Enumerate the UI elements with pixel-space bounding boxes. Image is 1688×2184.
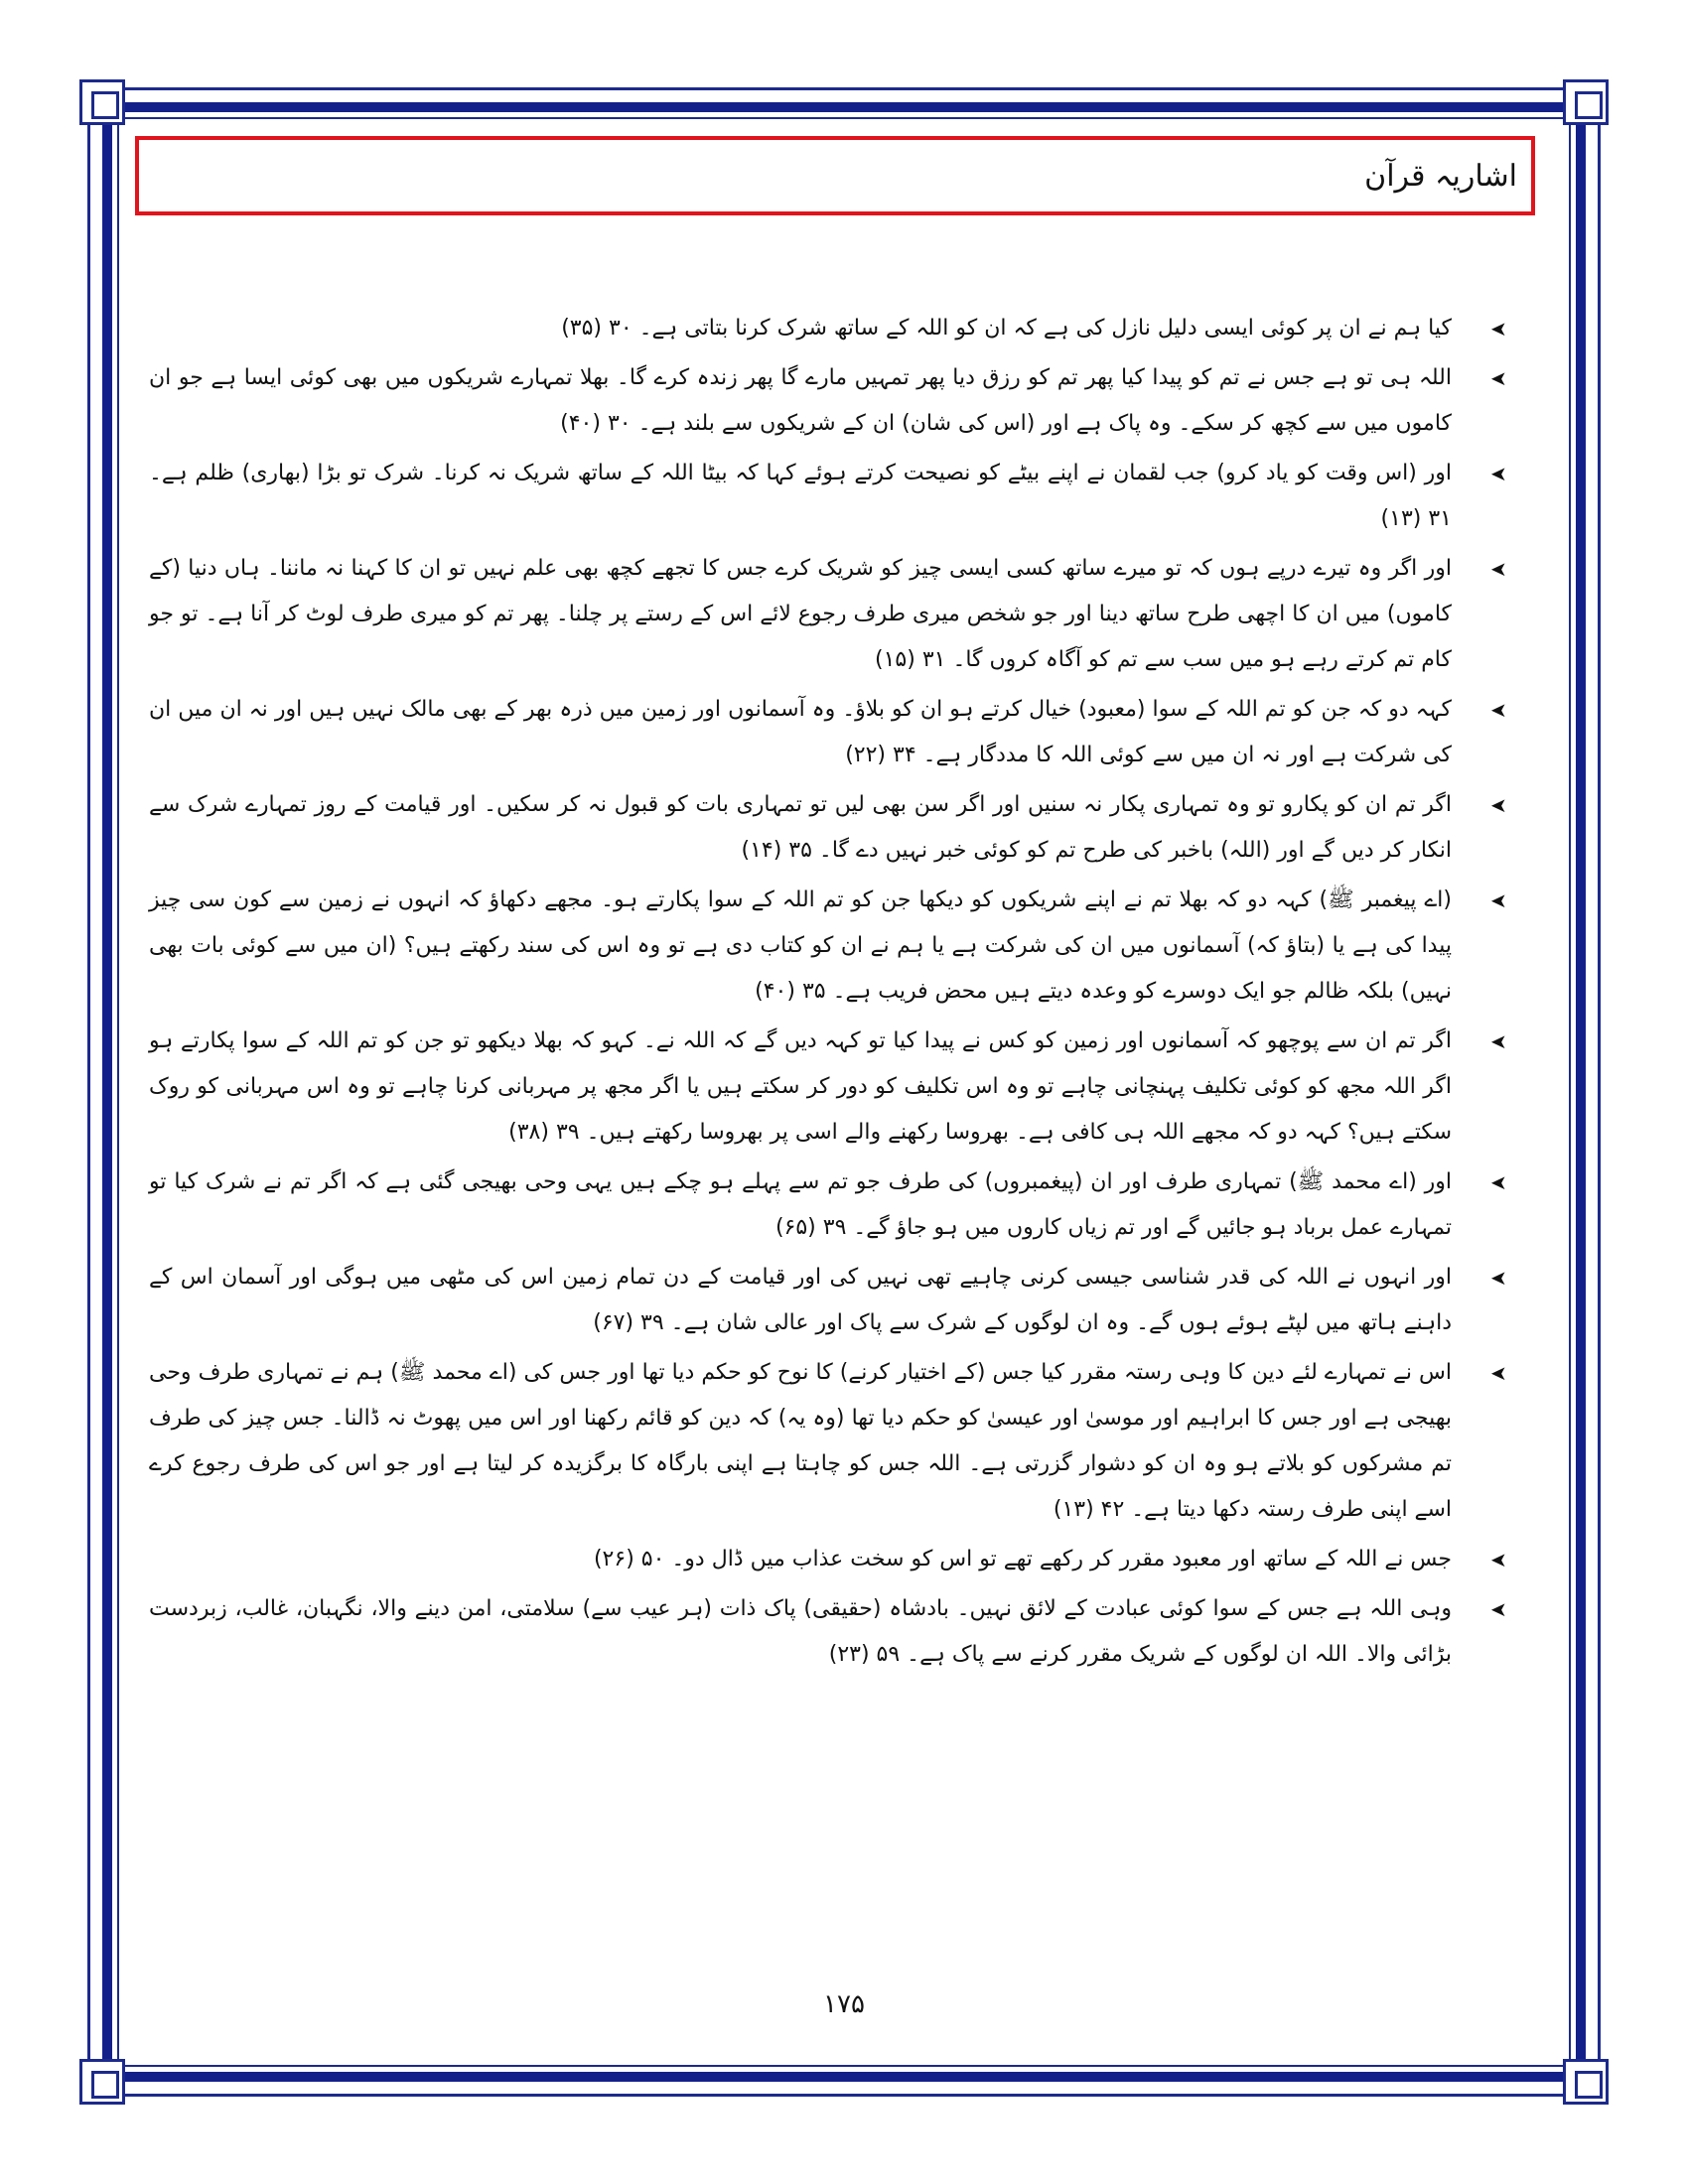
frame-corner-ornament <box>79 2059 125 2105</box>
arrowhead-left-icon: ➤ <box>1490 1029 1507 1053</box>
list-item <box>149 687 1509 778</box>
arrowhead-left-icon: ➤ <box>1490 462 1507 485</box>
arrowhead-left-icon: ➤ <box>1490 1548 1507 1571</box>
list-item <box>149 1586 1509 1678</box>
verse-text: اور انہوں نے اللہ کی قدر شناسی جیسی کرنی چاہیے تھی نہیں کی اور قیامت کے دن تمام زمین اس کی مٹھی میں ہوگی اور آسمان اس کے داہنے ہاتھ میں لپٹے ہوئے ہوں گے۔ وہ ان لوگوں کے شرک سے پاک اور عالی شان ہے۔ ۳۹ (۶۷) <box>149 1265 1452 1335</box>
verse-list <box>149 306 1509 1682</box>
list-item <box>149 355 1509 447</box>
verse-text: (اے پیغمبر ﷺ) کہہ دو کہ بھلا تم نے اپنے شریکوں کو دیکھا جن کو تم اللہ کے سوا پکارتے ہو۔ مجھے دکھاؤ کہ انہوں نے زمین سے کون سی چیز پیدا کی ہے یا (بتاؤ کہ) آسمانوں میں ان کی شرکت ہے یا ہم نے ان کو کتاب دی ہے تو وہ اس کی سند رکھتے ہیں؟ (ان میں سے کوئی بات بھی نہیں) بلکہ ظالم جو ایک دوسرے کو وعدہ دیتے ہیں محض فریب ہے۔ ۳۵ (۴۰) <box>149 887 1452 1004</box>
arrowhead-left-icon: ➤ <box>1490 1266 1507 1290</box>
header-box <box>135 136 1535 215</box>
list-item <box>149 1537 1509 1582</box>
verse-text: کیا ہم نے ان پر کوئی ایسی دلیل نازل کی ہے کہ ان کو اللہ کے ساتھ شرک کرنا بتاتی ہے۔ ۳۰ (۳۵) <box>561 316 1452 341</box>
arrowhead-left-icon: ➤ <box>1490 366 1507 390</box>
verse-text: اور اگر وہ تیرے درپے ہوں کہ تو میرے ساتھ کسی ایسی چیز کو شریک کرے جس کا تجھے کچھ بھی علم نہیں تو ان کا کہنا نہ ماننا۔ ہاں دنیا (کے کاموں) میں ان کا اچھی طرح ساتھ دینا اور جو شخص میری طرف رجوع لائے اس کے رستے پر چلنا۔ پھر تم کو میری طرف لوٹ کر آنا ہے۔ تو جو کام تم کرتے رہے ہو میں سب سے تم کو آگاہ کروں گا۔ ۳۱ (۱۵) <box>149 556 1452 672</box>
arrowhead-left-icon: ➤ <box>1490 888 1507 912</box>
verse-text: جس نے اللہ کے ساتھ اور معبود مقرر کر رکھے تھے تو اس کو سخت عذاب میں ڈال دو۔ ۵۰ (۲۶) <box>593 1547 1452 1571</box>
verse-text: اس نے تمہارے لئے دین کا وہی رستہ مقرر کیا جس (کے اختیار کرنے) کا نوح کو حکم دیا تھا اور جس کی (اے محمد ﷺ) ہم نے تمہاری طرف وحی بھیجی ہے اور جس کا ابراہیم اور موسیٰ اور عیسیٰ کو حکم دیا تھا (وہ یہ) کہ دین کو قائم رکھنا اور اس میں پھوٹ نہ ڈالنا۔ جس چیز کی طرف تم مشرکوں کو بلاتے ہو وہ ان کو دشوار گزرتی ہے۔ اللہ جس کو چاہتا ہے اپنی بارگاہ کا برگزیدہ کر لیتا ہے اور جو اس کی طرف رجوع کرے اسے اپنی طرف رستہ دکھا دیتا ہے۔ ۴۲ (۱۳) <box>149 1360 1452 1522</box>
verse-text: کہہ دو کہ جن کو تم اللہ کے سوا (معبود) خیال کرتے ہو ان کو بلاؤ۔ وہ آسمانوں اور زمین میں ذرہ بھر کے بھی مالک نہیں ہیں اور نہ ان میں ان کی شرکت ہے اور نہ ان میں سے کوئی اللہ کا مددگار ہے۔ ۳۴ (۲۲) <box>149 697 1452 767</box>
arrowhead-left-icon: ➤ <box>1490 1597 1507 1621</box>
verse-text: اور (اے محمد ﷺ) تمہاری طرف اور ان (پیغمبروں) کی طرف جو تم سے پہلے ہو چکے ہیں یہی وحی بھیجی گئی ہے کہ اگر تم نے شرک کیا تو تمہارے عمل برباد ہو جائیں گے اور تم زیاں کاروں میں ہو جاؤ گے۔ ۳۹ (۶۵) <box>149 1169 1452 1240</box>
arrowhead-left-icon: ➤ <box>1490 793 1507 817</box>
list-item <box>149 878 1509 1015</box>
verse-text: اگر تم ان کو پکارو تو وہ تمہاری پکار نہ سنیں اور اگر سن بھی لیں تو تمہاری بات کو قبول نہ کر سکیں۔ اور قیامت کے روز تمہارے شرک سے انکار کر دیں گے اور (اللہ) باخبر کی طرح تم کو کوئی خبر نہیں دے گا۔ ۳۵ (۱۴) <box>149 792 1452 863</box>
arrowhead-left-icon: ➤ <box>1490 317 1507 341</box>
list-item <box>149 451 1509 542</box>
frame-corner-ornament <box>79 79 125 125</box>
page-title: اشاریہ قرآن <box>1364 158 1517 194</box>
arrowhead-left-icon: ➤ <box>1490 1361 1507 1385</box>
list-item <box>149 1350 1509 1533</box>
arrowhead-left-icon: ➤ <box>1490 557 1507 581</box>
frame-corner-ornament <box>1563 2059 1609 2105</box>
list-item <box>149 306 1509 351</box>
list-item <box>149 782 1509 874</box>
list-item <box>149 546 1509 683</box>
list-item <box>149 1019 1509 1156</box>
frame-corner-ornament <box>1563 79 1609 125</box>
verse-text: وہی اللہ ہے جس کے سوا کوئی عبادت کے لائق نہیں۔ بادشاہ (حقیقی) پاک ذات (ہر عیب سے) سلامتی، امن دینے والا، نگہبان، غالب، زبردست بڑائی والا۔ اللہ ان لوگوں کے شریک مقرر کرنے سے پاک ہے۔ ۵۹ (۲۳) <box>149 1596 1452 1667</box>
verse-text: اگر تم ان سے پوچھو کہ آسمانوں اور زمین کو کس نے پیدا کیا تو کہہ دیں گے کہ اللہ نے۔ کہو کہ بھلا دیکھو تو جن کو تم اللہ کے سوا پکارتے ہو اگر اللہ مجھ کو کوئی تکلیف پہنچانی چاہے تو وہ اس تکلیف کو دور کر سکتے ہیں یا اگر مجھ پر مہربانی کرنا چاہے تو وہ اس مہربانی کو روک سکتے ہیں؟ کہہ دو کہ مجھے اللہ ہی کافی ہے۔ بھروسا رکھنے والے اسی پر بھروسا رکھتے ہیں۔ ۳۹ (۳۸) <box>149 1028 1452 1145</box>
arrowhead-left-icon: ➤ <box>1490 1170 1507 1194</box>
page-number: ۱۷۵ <box>823 1989 865 2019</box>
arrowhead-left-icon: ➤ <box>1490 698 1507 722</box>
verse-text: اللہ ہی تو ہے جس نے تم کو پیدا کیا پھر تم کو رزق دیا پھر تمہیں مارے گا پھر زندہ کرے گا۔ بھلا تمہارے شریکوں میں بھی کوئی ایسا ہے جو ان کاموں میں سے کچھ کر سکے۔ وہ پاک ہے اور (اس کی شان) ان کے شریکوں سے بلند ہے۔ ۳۰ (۴۰) <box>149 365 1452 436</box>
list-item <box>149 1160 1509 1251</box>
verse-text: اور (اس وقت کو یاد کرو) جب لقمان نے اپنے بیٹے کو نصیحت کرتے ہوئے کہا کہ بیٹا اللہ کے ساتھ شریک نہ کرنا۔ شرک تو بڑا (بھاری) ظلم ہے۔ ۳۱ (۱۳) <box>149 461 1452 531</box>
list-item <box>149 1255 1509 1346</box>
